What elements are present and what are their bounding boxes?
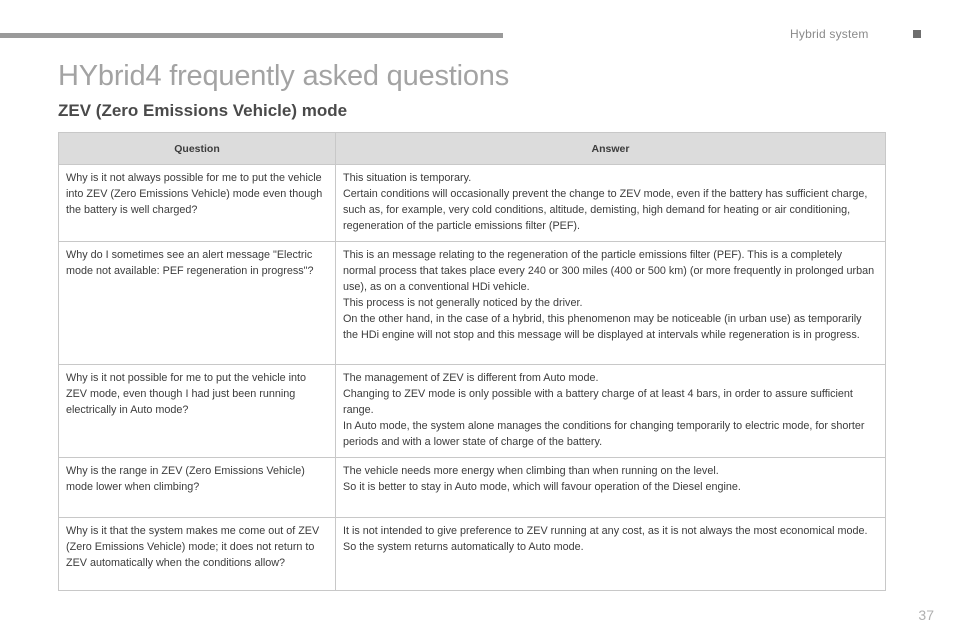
answer-cell: It is not intended to give preference to ZEV running at any cost, as it is not always the most economical mode. So the system returns automatically to Auto mode. (336, 518, 886, 591)
section-label: Hybrid system (790, 27, 869, 41)
answer-cell: This is an message relating to the regeneration of the particle emissions filter (PEF). This is a completely normal process that takes place every 240 or 300 miles (400 or 500 km) (or more frequently in prolonged urban use), as on a conventional HDi vehicle. This process is not generally noticed by the driver. On the other hand, in the case of a hybrid, this phenomenon may be noticeable (in urban use) as temporarily the HDi engine will not stop and this message will be displayed at intervals while regeneration is in progress. (336, 242, 886, 365)
table-header-row (59, 133, 886, 165)
table-row (59, 518, 886, 591)
question-cell: Why is it not always possible for me to put the vehicle into ZEV (Zero Emissions Vehicle) mode even though the battery is well charged? (59, 165, 336, 242)
column-header-question: Question (59, 133, 336, 165)
answer-cell: This situation is temporary. Certain conditions will occasionally prevent the change to ZEV mode, even if the battery has sufficient charge, such as, for example, very cold conditions, altitude, demisting, high demand for heating or air conditioning, regeneration of the particle emissions filter (PEF). (336, 165, 886, 242)
table-row (59, 165, 886, 242)
table-row (59, 242, 886, 365)
answer-cell: The management of ZEV is different from Auto mode. Changing to ZEV mode is only possible with a battery charge of at least 4 bars, in order to assure sufficient range. In Auto mode, the system alone manages the conditions for changing temporarily to electric mode, for shorter periods and with a lower state of charge of the battery. (336, 365, 886, 458)
table-row (59, 458, 886, 518)
question-cell: Why is it that the system makes me come out of ZEV (Zero Emissions Vehicle) mode; it does not return to ZEV automatically when the conditions allow? (59, 518, 336, 591)
header-rule (0, 33, 503, 38)
question-cell: Why do I sometimes see an alert message "Electric mode not available: PEF regeneration in progress"? (59, 242, 336, 365)
page-number: 37 (918, 607, 934, 623)
column-header-answer: Answer (336, 133, 886, 165)
question-cell: Why is the range in ZEV (Zero Emissions Vehicle) mode lower when climbing? (59, 458, 336, 518)
table-row (59, 365, 886, 458)
answer-cell: The vehicle needs more energy when climbing than when running on the level. So it is better to stay in Auto mode, which will favour operation of the Diesel engine. (336, 458, 886, 518)
section-subtitle: ZEV (Zero Emissions Vehicle) mode (58, 101, 348, 120)
question-cell: Why is it not possible for me to put the vehicle into ZEV mode, even though I had just been running electrically in Auto mode? (59, 365, 336, 458)
section-marker (913, 30, 921, 38)
page-title: HYbrid4 frequently asked questions (58, 60, 510, 92)
faq-table (58, 132, 886, 591)
